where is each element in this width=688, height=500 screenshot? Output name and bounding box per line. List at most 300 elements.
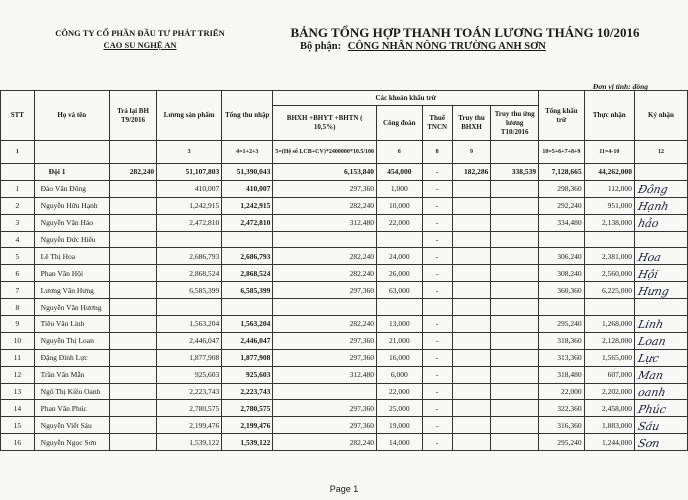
row-recover-bhxh [452,231,491,248]
row-product-salary: 2,472,810 [157,214,222,231]
row-total-deduct [539,231,585,248]
row-stt: 5 [1,248,35,265]
row-union: 1,000 [376,180,422,197]
row-recover-advance [491,417,539,434]
index-cell [109,141,156,164]
row-total-deduct: 292,240 [539,197,585,214]
group-tax: - [422,164,452,181]
row-stt: 9 [1,316,35,333]
handwritten-signature [637,384,685,399]
row-net: 6,225,000 [584,282,634,299]
row-insurance [273,299,377,316]
row-refund [109,180,156,197]
index-cell [34,141,109,164]
row-signature [634,349,687,366]
department-value: CÔNG NHÂN NÔNG TRƯỜNG ANH SƠN [347,41,546,52]
department [300,41,546,52]
row-recover-advance [491,332,539,349]
row-refund [109,332,156,349]
col-total-deduct: Tổng khấu trừ [539,91,585,141]
table-row [1,299,688,316]
col-recover-bhxh: Truy thu BHXH [452,106,491,141]
row-recover-bhxh [452,349,491,366]
row-recover-bhxh [452,417,491,434]
index-cell: 11=4-10 [584,141,634,164]
svg-text:Man: Man [636,369,665,383]
handwritten-signature [637,316,685,331]
row-recover-advance [491,265,539,282]
row-stt: 8 [1,299,35,316]
row-tax: - [422,349,452,366]
handwritten-signature [637,418,685,433]
row-net [584,231,634,248]
row-name: Đào Văn Đông [34,180,109,197]
row-tax: - [422,214,452,231]
row-total-income [222,299,273,316]
row-tax: - [422,282,452,299]
row-name: Nguyễn Thị Loan [34,332,109,349]
row-refund [109,383,156,400]
table-row [1,400,688,417]
row-recover-bhxh [452,248,491,265]
row-refund [109,299,156,316]
row-recover-advance [491,400,539,417]
row-insurance [273,231,377,248]
table-row [1,282,688,299]
handwritten-signature [637,181,685,196]
col-product-salary: Lương sản phẩm [157,91,222,141]
row-name: Lê Thị Hoa [34,248,109,265]
row-recover-advance [491,366,539,383]
group-recover-bhxh: 182,286 [452,164,491,181]
col-refund: Trả lại BH T9/2016 [109,91,156,141]
row-insurance: 297,360 [273,180,377,197]
row-union: 24,000 [376,248,422,265]
row-recover-advance [491,248,539,265]
row-total-deduct [539,299,585,316]
row-recover-bhxh [452,434,491,451]
row-product-salary: 1,877,908 [157,349,222,366]
row-tax: - [422,332,452,349]
row-refund [109,434,156,451]
row-insurance: 282,240 [273,434,377,451]
row-refund [109,366,156,383]
col-recover-advance: Truy thu ứng lương T10/2016 [491,106,539,141]
row-refund [109,214,156,231]
index-cell: 4=1+2+3 [222,141,273,164]
row-refund [109,349,156,366]
svg-text:Hội: Hội [636,267,660,281]
row-stt: 14 [1,400,35,417]
row-name: Nguyễn Đức Hiếu [34,231,109,248]
row-stt: 3 [1,214,35,231]
index-row [1,141,688,164]
handwritten-signature [637,333,685,348]
group-sign [634,164,687,181]
row-union [376,299,422,316]
row-net: 1,565,000 [584,349,634,366]
row-recover-advance [491,434,539,451]
col-net: Thực nhận [584,91,634,141]
row-union: 10,000 [376,197,422,214]
row-total-deduct: 308,240 [539,265,585,282]
row-product-salary: 2,780,575 [157,400,222,417]
row-total-deduct: 298,360 [539,180,585,197]
row-tax: - [422,265,452,282]
row-insurance: 312,480 [273,366,377,383]
table-row [1,316,688,333]
row-net: 2,128,000 [584,332,634,349]
index-cell: 8 [422,141,452,164]
row-stt: 16 [1,434,35,451]
currency-unit: Đơn vị tính: đồng [592,82,648,91]
row-total-deduct: 360,360 [539,282,585,299]
table-row [1,349,688,366]
handwritten-signature [637,215,685,230]
row-signature [634,366,687,383]
group-refund: 282,240 [109,164,156,181]
row-insurance: 297,360 [273,332,377,349]
row-total-income: 2,472,810 [222,214,273,231]
row-recover-advance [491,383,539,400]
svg-text:Phúc: Phúc [636,403,668,416]
row-stt: 2 [1,197,35,214]
row-net: 112,000 [584,180,634,197]
row-name: Nguyễn Hữu Hạnh [34,197,109,214]
row-net: 2,381,000 [584,248,634,265]
row-insurance: 312,480 [273,214,377,231]
row-name: Nguyễn Ngọc Sơn [34,434,109,451]
row-tax: - [422,366,452,383]
col-deductions-group: Các khoản khấu trừ [273,91,539,106]
company-name [40,27,240,51]
table-row [1,383,688,400]
department-label: Bộ phận: [300,41,342,52]
row-total-income: 1,539,122 [222,434,273,451]
index-cell: 6 [376,141,422,164]
svg-text:hảo: hảo [636,217,660,231]
row-total-income: 1,877,908 [222,349,273,366]
index-cell: 3 [157,141,222,164]
svg-text:Đông: Đông [636,183,670,197]
row-union: 26,000 [376,265,422,282]
payroll-table [0,90,688,451]
row-name: Đặng Đình Lực [34,349,109,366]
row-insurance: 297,360 [273,400,377,417]
row-product-salary: 2,223,743 [157,383,222,400]
row-product-salary [157,231,222,248]
row-tax: - [422,316,452,333]
row-signature [634,265,687,282]
row-union: 13,000 [376,316,422,333]
row-stt: 6 [1,265,35,282]
row-signature [634,299,687,316]
svg-text:Hoa: Hoa [636,251,663,264]
row-total-deduct: 316,360 [539,417,585,434]
row-total-deduct: 318,360 [539,332,585,349]
row-net: 2,560,000 [584,265,634,282]
row-total-income: 1,563,204 [222,316,273,333]
col-sign: Ký nhận [634,91,687,141]
index-cell: 5=(Hệ số LCB+CV)*2400000*10.5/100 [273,141,377,164]
row-product-salary: 410,007 [157,180,222,197]
row-insurance: 297,360 [273,417,377,434]
page-footer: Page 1 [329,484,359,494]
group-insurance: 6,153,840 [273,164,377,181]
row-recover-bhxh [452,299,491,316]
index-cell [491,141,539,164]
row-total-deduct: 322,360 [539,400,585,417]
row-union: 22,000 [376,383,422,400]
row-refund [109,282,156,299]
handwritten-signature [637,266,685,281]
row-signature [634,197,687,214]
row-product-salary: 2,686,793 [157,248,222,265]
row-signature [634,180,687,197]
row-stt: 1 [1,180,35,197]
row-total-income: 2,780,575 [222,400,273,417]
row-total-deduct: 318,480 [539,366,585,383]
row-insurance: 282,240 [273,248,377,265]
row-total-income: 2,199,476 [222,417,273,434]
row-recover-advance [491,282,539,299]
handwritten-signature [637,350,685,365]
row-tax: - [422,434,452,451]
table-row [1,197,688,214]
document-title: BẢNG TỔNG HỢP THANH TOÁN LƯƠNG THÁNG 10/2016 [290,25,640,40]
group-row [1,164,688,181]
row-recover-bhxh [452,282,491,299]
row-stt: 13 [1,383,35,400]
svg-text:Hưng: Hưng [636,284,671,298]
handwritten-signature [637,198,685,213]
row-name: Phan Văn Hội [34,265,109,282]
row-recover-advance [491,214,539,231]
svg-text:oanh: oanh [636,386,667,399]
index-cell: 12 [634,141,687,164]
index-cell: 10=5+6+7+8+9 [539,141,585,164]
row-stt: 7 [1,282,35,299]
row-recover-advance [491,299,539,316]
svg-text:Sáu: Sáu [636,419,661,433]
row-product-salary: 2,446,047 [157,332,222,349]
company-line-2: CAO SU NGHỆ AN [103,40,177,50]
row-net: 1,268,000 [584,316,634,333]
row-name: Phan Văn Phúc [34,400,109,417]
col-insurance: BHXH +BHYT +BHTN ( 10,5%) [273,106,377,141]
row-refund [109,265,156,282]
row-product-salary: 2,868,524 [157,265,222,282]
row-insurance: 297,360 [273,282,377,299]
row-union: 19,000 [376,417,422,434]
row-tax: - [422,248,452,265]
row-insurance: 282,240 [273,265,377,282]
row-signature [634,282,687,299]
row-signature [634,248,687,265]
table-row [1,180,688,197]
table-row [1,265,688,282]
row-name: Nguyễn Viết Sáu [34,417,109,434]
row-total-deduct: 313,360 [539,349,585,366]
row-tax [422,299,452,316]
row-total-income: 1,242,915 [222,197,273,214]
row-recover-bhxh [452,265,491,282]
row-tax: - [422,400,452,417]
row-total-income: 2,446,047 [222,332,273,349]
table-row [1,332,688,349]
row-product-salary: 6,585,399 [157,282,222,299]
row-recover-advance [491,180,539,197]
row-net: 951,000 [584,197,634,214]
row-insurance: 282,240 [273,316,377,333]
row-total-income: 2,868,524 [222,265,273,282]
row-product-salary [157,299,222,316]
row-product-salary: 2,199,476 [157,417,222,434]
col-name: Họ và tên [34,91,109,141]
row-total-deduct: 295,240 [539,434,585,451]
table-row [1,214,688,231]
row-recover-bhxh [452,400,491,417]
group-total-income: 51,390,043 [222,164,273,181]
handwritten-signature [637,249,685,264]
row-union: 25,000 [376,400,422,417]
row-signature [634,434,687,451]
row-signature [634,231,687,248]
col-tax: Thuế TNCN [422,106,452,141]
row-recover-bhxh [452,214,491,231]
row-total-deduct: 295,240 [539,316,585,333]
index-cell: 1 [1,141,35,164]
row-recover-advance [491,231,539,248]
svg-text:Sơn: Sơn [636,436,661,450]
group-product-salary: 51,107,803 [157,164,222,181]
row-total-deduct: 22,000 [539,383,585,400]
row-name: Tiêu Văn Linh [34,316,109,333]
svg-text:Hạnh: Hạnh [636,200,670,214]
handwritten-signature [637,283,685,298]
row-name: Nguyễn Văn Hảo [34,214,109,231]
row-signature [634,400,687,417]
row-product-salary: 925,603 [157,366,222,383]
row-refund [109,197,156,214]
row-union: 14,000 [376,434,422,451]
row-tax: - [422,417,452,434]
index-cell: 9 [452,141,491,164]
row-net: 607,000 [584,366,634,383]
row-total-income [222,231,273,248]
group-name: Đội 1 [34,164,109,181]
row-recover-bhxh [452,366,491,383]
row-total-income: 2,223,743 [222,383,273,400]
row-name: Nguyễn Văn Hương [34,299,109,316]
row-stt: 15 [1,417,35,434]
row-insurance [273,383,377,400]
handwritten-signature [637,435,685,450]
row-insurance: 297,360 [273,349,377,366]
row-union: 22,000 [376,214,422,231]
row-total-income: 6,585,399 [222,282,273,299]
col-total-income: Tổng thu nhập [222,91,273,141]
row-net: 1,883,000 [584,417,634,434]
row-recover-bhxh [452,316,491,333]
col-union: Công đoàn [376,106,422,141]
row-recover-advance [491,316,539,333]
row-stt: 12 [1,366,35,383]
row-stt: 10 [1,332,35,349]
svg-text:Linh: Linh [636,318,665,332]
row-union [376,231,422,248]
row-product-salary: 1,539,122 [157,434,222,451]
row-union: 63,000 [376,282,422,299]
row-tax: - [422,383,452,400]
company-line-1: CÔNG TY CỔ PHẦN ĐẦU TƯ PHÁT TRIỂN [55,28,225,38]
row-recover-bhxh [452,197,491,214]
row-insurance: 282,240 [273,197,377,214]
row-total-deduct: 334,480 [539,214,585,231]
row-total-income: 925,603 [222,366,273,383]
row-union: 16,000 [376,349,422,366]
row-total-income: 2,686,793 [222,248,273,265]
row-recover-bhxh [452,383,491,400]
row-net [584,299,634,316]
handwritten-signature [637,401,685,416]
row-total-income: 410,007 [222,180,273,197]
table-row [1,417,688,434]
row-name: Ngô Thị Kiều Oanh [34,383,109,400]
row-refund [109,231,156,248]
row-product-salary: 1,563,204 [157,316,222,333]
row-net: 2,202,000 [584,383,634,400]
row-net: 2,138,000 [584,214,634,231]
row-net: 1,244,000 [584,434,634,451]
row-signature [634,316,687,333]
row-stt: 11 [1,349,35,366]
row-tax: - [422,180,452,197]
row-recover-advance [491,349,539,366]
row-refund [109,248,156,265]
row-tax: - [422,231,452,248]
row-signature [634,417,687,434]
handwritten-signature [637,367,685,382]
row-union: 21,000 [376,332,422,349]
row-stt: 4 [1,231,35,248]
table-row [1,366,688,383]
group-recover-advance: 338,539 [491,164,539,181]
row-union: 6,000 [376,366,422,383]
group-net: 44,262,000 [584,164,634,181]
table-row [1,248,688,265]
row-signature [634,214,687,231]
row-tax: - [422,197,452,214]
row-refund [109,400,156,417]
group-union: 454,000 [376,164,422,181]
row-recover-bhxh [452,180,491,197]
row-signature [634,332,687,349]
row-name: Trần Văn Mẫn [34,366,109,383]
row-recover-advance [491,197,539,214]
row-net: 2,458,000 [584,400,634,417]
row-refund [109,417,156,434]
group-stt [1,164,35,181]
row-signature [634,383,687,400]
svg-text:Lực: Lực [636,352,661,366]
table-row [1,231,688,248]
row-refund [109,316,156,333]
col-stt: STT [1,91,35,141]
row-name: Lương Văn Hưng [34,282,109,299]
row-recover-bhxh [452,332,491,349]
group-total-deduct: 7,128,665 [539,164,585,181]
